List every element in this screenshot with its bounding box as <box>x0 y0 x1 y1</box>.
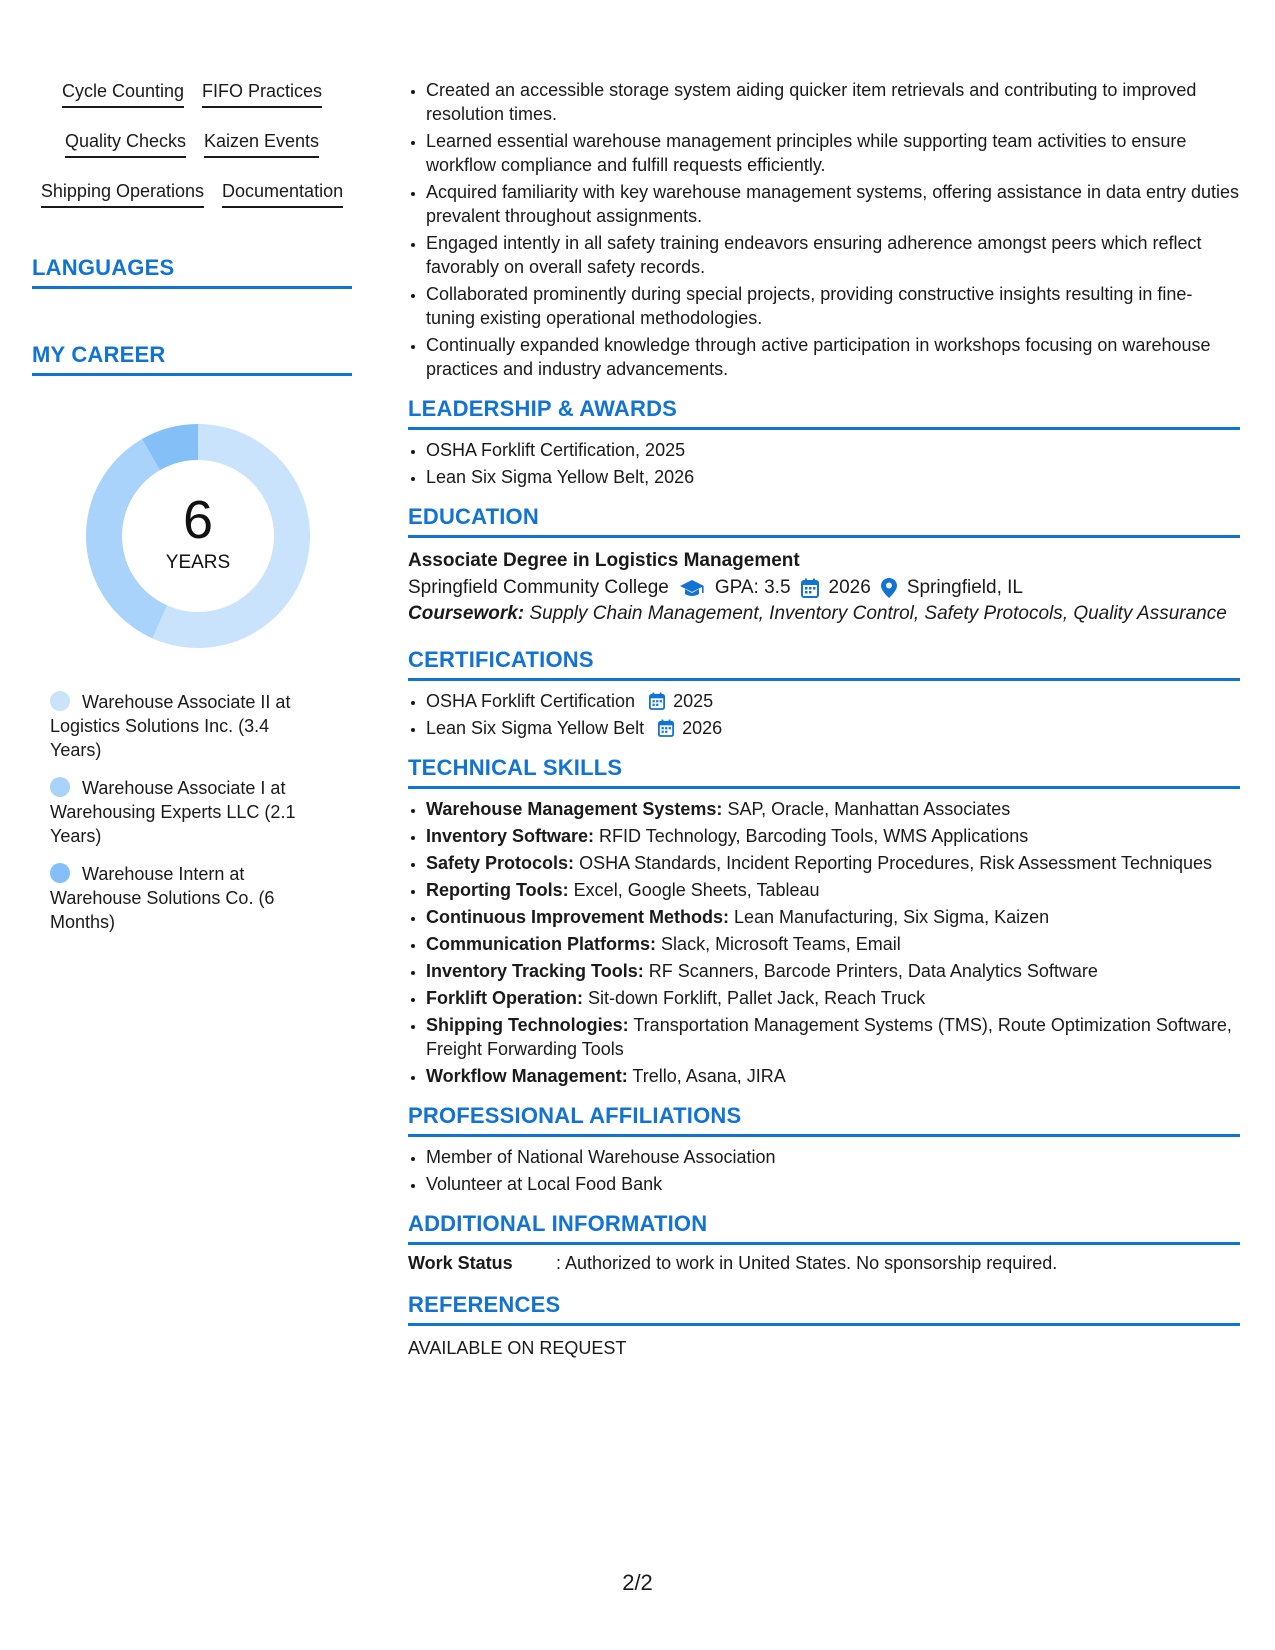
section-divider <box>408 535 1240 538</box>
degree-meta <box>408 574 1240 602</box>
skill-value: Lean Manufacturing, Six Sigma, Kaizen <box>734 907 1050 927</box>
legend-label: Warehouse Associate II at Logistics Solutions Inc. (3.4 Years) <box>50 692 291 760</box>
section-title: EDUCATION <box>408 504 539 529</box>
technical-skills-list <box>408 797 1240 1088</box>
skill-label: Inventory Software: <box>426 826 595 846</box>
references-text: AVAILABLE ON REQUEST <box>408 1338 627 1358</box>
cert-name: • OSHA Forklift Certification <box>426 691 636 711</box>
school-name: Springfield Community College <box>408 577 669 598</box>
list-item <box>426 878 1240 902</box>
skill-label: Inventory Tracking Tools: <box>426 961 644 981</box>
career-donut-chart <box>78 416 318 656</box>
legend-item <box>50 776 320 848</box>
skill-label: Communication Platforms: <box>426 934 657 954</box>
section-title: TECHNICAL SKILLS <box>408 755 623 780</box>
section-divider <box>32 373 352 376</box>
legend-dot <box>50 777 70 797</box>
list-item: • Continually expanded knowledge through active participation in workshops focusing on warehouse practices and industry advancements. <box>426 333 1240 381</box>
list-item: • Collaborated prominently during special projects, providing constructive insights resulting in fine-tuning existing operational methodologies. <box>426 282 1240 330</box>
work-status-label: Work Status <box>408 1253 513 1273</box>
section-divider <box>408 1323 1240 1326</box>
section-divider <box>32 286 352 289</box>
legend-item <box>50 862 320 934</box>
cert-name: • Lean Six Sigma Yellow Belt <box>426 718 645 738</box>
skill-value: Slack, Microsoft Teams, Email <box>661 934 901 954</box>
career-section <box>32 341 352 376</box>
calendar-icon <box>658 719 674 737</box>
gpa: GPA: 3.5 <box>714 577 791 598</box>
work-status-value: : Authorized to work in United States. No sponsorship required. <box>556 1253 1058 1273</box>
affiliations-list <box>408 1145 1240 1196</box>
skill-label: Continuous Improvement Methods: <box>426 907 729 927</box>
main-content <box>408 78 1240 1360</box>
skill-value: Excel, Google Sheets, Tableau <box>573 880 820 900</box>
leadership-list <box>408 438 1240 489</box>
skill-label: Safety Protocols: <box>426 853 575 873</box>
skill-tag: Shipping Operations <box>41 178 204 208</box>
skill-label: Workflow Management: <box>426 1066 628 1086</box>
experience-bullets <box>408 78 1240 381</box>
career-legend <box>32 690 320 934</box>
skill-value: SAP, Oracle, Manhattan Associates <box>727 799 1011 819</box>
affiliations-section <box>408 1102 1240 1196</box>
list-item <box>426 1064 1240 1088</box>
skill-value: OSHA Standards, Incident Reporting Procedures, Risk Assessment Techniques <box>579 853 1213 873</box>
calendar-icon <box>649 692 665 710</box>
section-divider <box>408 427 1240 430</box>
skill-label: Warehouse Management Systems: <box>426 799 723 819</box>
sidebar <box>32 78 352 948</box>
list-item <box>426 716 1240 740</box>
cert-year: 2025 <box>673 691 714 711</box>
list-item: • Learned essential warehouse management principles while supporting team activities to ensure workflow compliance and fulfill requests efficiently. <box>426 129 1240 177</box>
degree-title: Associate Degree in Logistics Management <box>408 550 800 571</box>
list-item <box>426 824 1240 848</box>
cert-year: 2026 <box>682 718 723 738</box>
skill-value: Transportation Management Systems (TMS), Route Optimization Software, Freight Forwarding Tools <box>426 1015 1232 1059</box>
section-title: PROFESSIONAL AFFILIATIONS <box>408 1103 742 1128</box>
skill-label: Forklift Operation: <box>426 988 583 1008</box>
skill-tag: FIFO Practices <box>202 78 322 108</box>
skill-value: RFID Technology, Barcoding Tools, WMS Applications <box>599 826 1029 846</box>
skill-value: Sit-down Forklift, Pallet Jack, Reach Truck <box>588 988 926 1008</box>
references-section <box>408 1291 1240 1360</box>
career-unit: YEARS <box>165 552 231 573</box>
location-pin-icon <box>881 578 897 598</box>
calendar-icon <box>801 578 819 598</box>
list-item <box>426 689 1240 713</box>
section-title: LEADERSHIP & AWARDS <box>408 396 678 421</box>
list-item <box>426 932 1240 956</box>
certifications-section <box>408 646 1240 740</box>
section-divider <box>408 786 1240 789</box>
career-total: 6 <box>182 490 214 550</box>
graduation-cap-icon <box>679 578 705 598</box>
section-title: CERTIFICATIONS <box>408 647 594 672</box>
list-item <box>426 851 1240 875</box>
skill-value: RF Scanners, Barcode Printers, Data Analytics Software <box>648 961 1098 981</box>
education-section <box>408 503 1240 626</box>
legend-dot <box>50 863 70 883</box>
skill-label: Shipping Technologies: <box>426 1015 629 1035</box>
section-title: LANGUAGES <box>32 255 175 280</box>
school-location: Springfield, IL <box>906 577 1023 598</box>
list-item <box>426 905 1240 929</box>
additional-info-section <box>408 1210 1240 1275</box>
section-divider <box>408 1242 1240 1245</box>
coursework-label: Coursework: <box>408 603 525 624</box>
list-item <box>426 1013 1240 1061</box>
legend-dot <box>50 691 70 711</box>
coursework-text: Supply Chain Management, Inventory Control, Safety Protocols, Quality Assurance <box>529 603 1227 624</box>
list-item <box>426 986 1240 1010</box>
skill-tag: Documentation <box>222 178 343 208</box>
list-item: • Acquired familiarity with key warehouse management systems, offering assistance in data entry duties prevalent throughout assignments. <box>426 180 1240 228</box>
donut-center <box>78 416 318 656</box>
skill-tag: Quality Checks <box>65 128 186 158</box>
legend-label: Warehouse Associate I at Warehousing Experts LLC (2.1 Years) <box>50 778 296 846</box>
skill-tag: Cycle Counting <box>62 78 184 108</box>
graduation-year: 2026 <box>828 577 871 598</box>
coursework <box>408 602 1240 626</box>
technical-skills-section <box>408 754 1240 1088</box>
work-status-row <box>408 1251 1240 1275</box>
section-title: ADDITIONAL INFORMATION <box>408 1211 708 1236</box>
languages-section <box>32 254 352 289</box>
skill-tags <box>32 78 352 208</box>
skill-label: Reporting Tools: <box>426 880 569 900</box>
list-item: • Lean Six Sigma Yellow Belt, 2026 <box>426 465 1240 489</box>
section-divider <box>408 678 1240 681</box>
page-number: 2/2 <box>622 1570 653 1595</box>
list-item: • Created an accessible storage system aiding quicker item retrievals and contributing to improved resolution times. <box>426 78 1240 126</box>
section-divider <box>408 1134 1240 1137</box>
skill-tag: Kaizen Events <box>204 128 319 158</box>
certifications-list <box>408 689 1240 740</box>
skill-value: Trello, Asana, JIRA <box>632 1066 786 1086</box>
list-item: • Member of National Warehouse Association <box>426 1145 1240 1169</box>
list-item: • OSHA Forklift Certification, 2025 <box>426 438 1240 462</box>
leadership-section <box>408 395 1240 489</box>
section-title: MY CAREER <box>32 342 166 367</box>
section-title: REFERENCES <box>408 1292 561 1317</box>
list-item: • Volunteer at Local Food Bank <box>426 1172 1240 1196</box>
list-item <box>426 959 1240 983</box>
legend-label: Warehouse Intern at Warehouse Solutions Co. (6 Months) <box>50 864 275 932</box>
legend-item <box>50 690 320 762</box>
list-item <box>426 797 1240 821</box>
list-item: • Engaged intently in all safety training endeavors ensuring adherence amongst peers which reflect favorably on overall safety records. <box>426 231 1240 279</box>
